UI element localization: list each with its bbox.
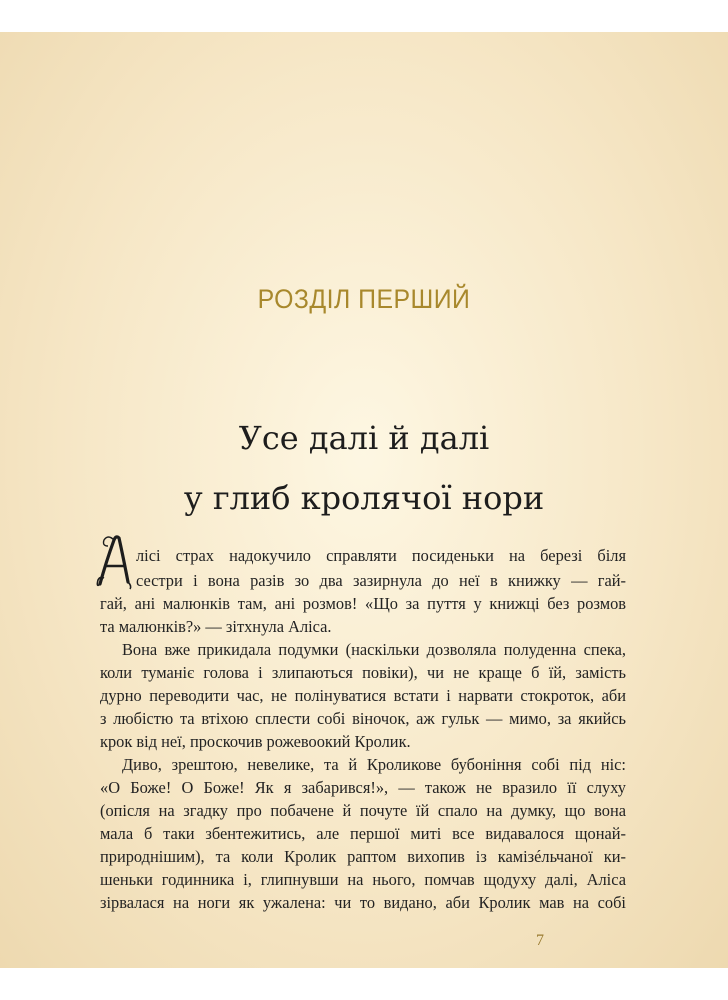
text-line: та малюнків?» — зітхнула Аліса. — [100, 617, 332, 636]
text-line: шеньки годинника і, глипнувши на нього, помчав щодуху далі, Аліса — [100, 870, 626, 889]
text-line: з любістю та втіхою сплести собі віночок, аж гульк — мимо, за якийсь — [100, 709, 626, 728]
text-line: природнішим), та коли Кролик раптом вихопив із камізéльчаної ки- — [100, 847, 626, 866]
text-line: дурно переводити час, не полінуватися встати і нарвати стокроток, аби — [100, 686, 626, 705]
text-line: крок від неї, проскочив рожевоокий Кролик. — [100, 732, 411, 751]
text-line: (опісля на згадку про побачене й почуте їй спало на думку, що вона — [100, 801, 626, 820]
chapter-title-line-2: у глиб кролячої нори — [183, 479, 545, 517]
chapter-label: РОЗДІЛ ПЕРШИЙ — [257, 284, 471, 314]
chapter-title-line-1: Усе далі й далі — [238, 419, 490, 457]
text-line: сестри і вона разів зо два зазирнула до неї в книжку — гай- — [136, 571, 626, 590]
text-line: коли туманіє голова і злипаються повіки), чи не краще б їй, замість — [100, 663, 626, 682]
text-line: лісі страх надокучило справляти посиденьки на березі біля — [136, 546, 626, 565]
text-line: гай, ані малюнків там, ані розмов! «Що за пуття у книжці без розмов — [100, 594, 626, 613]
text-line: «О Боже! О Боже! Як я забарився!», — також не вразило її слуху — [100, 778, 626, 797]
text-line: Вона вже прикидала подумки (наскільки дозволяла полуденна спека, — [122, 640, 626, 659]
page-number: 7 — [536, 932, 544, 949]
drop-cap-letter — [94, 532, 134, 590]
text-line: зірвалася на ноги як ужалена: чи то видано, аби Кролик мав на собі — [100, 893, 626, 912]
book-page — [0, 32, 728, 968]
text-line: мала б таки збентежитись, але першої миті все видавалося щонай- — [100, 824, 626, 843]
text-line: Диво, зрештою, невелике, та й Кроликове бубоніння собі під ніс: — [122, 755, 626, 774]
